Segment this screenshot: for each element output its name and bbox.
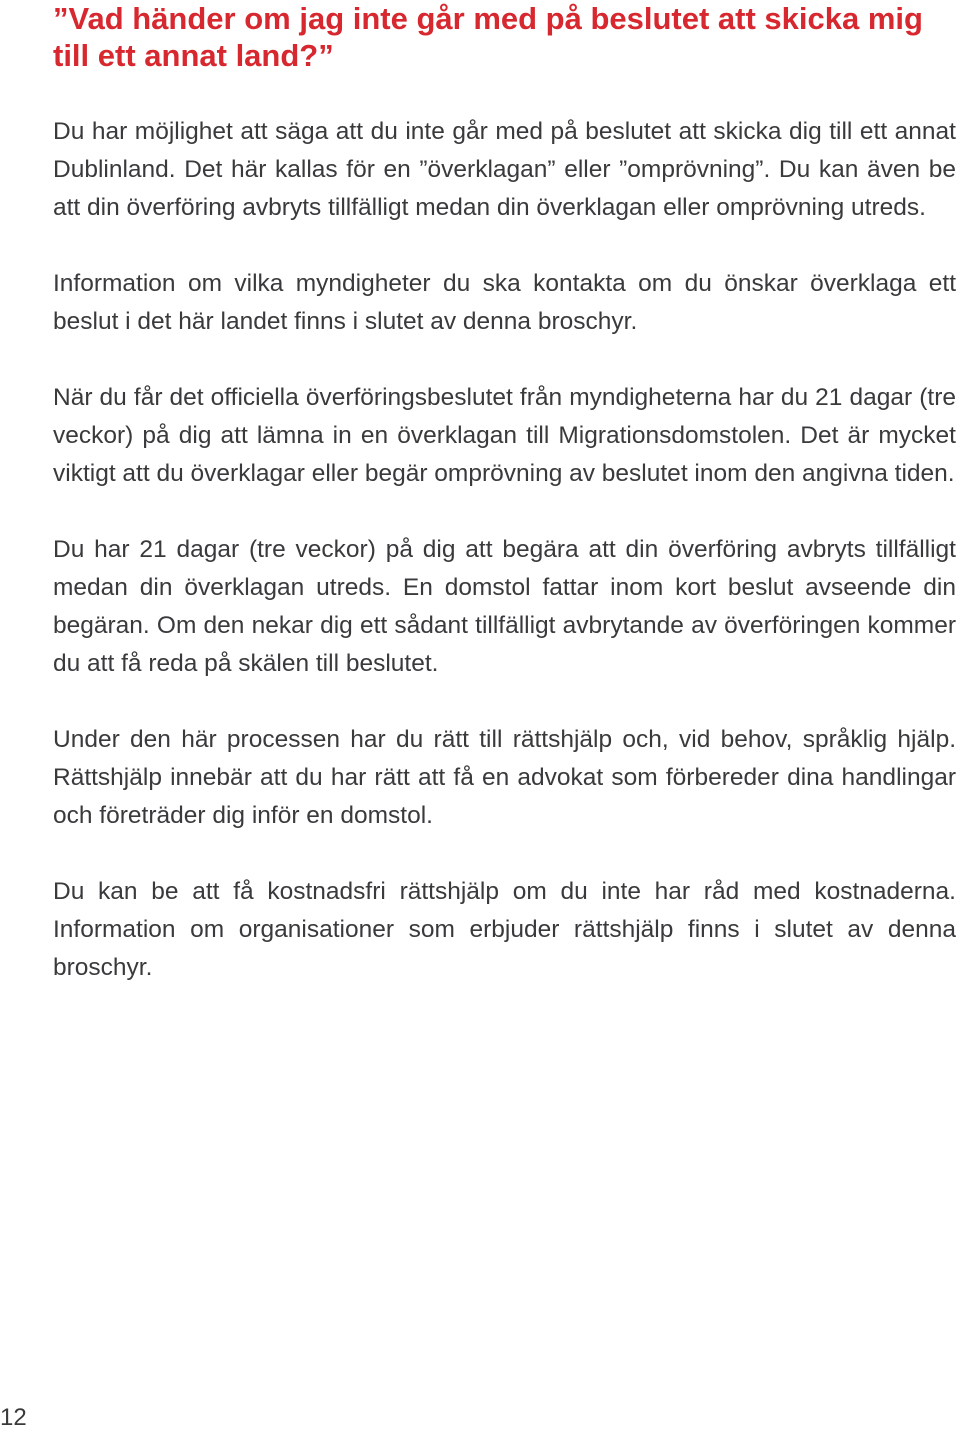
paragraph-appeal-deadline: När du får det officiella överföringsbeslutet från myndigheterna har du 21 dagar (tre veckor) på dig att lämna in en överklagan till Migrationsdomstolen. Det är mycket viktigt att du överklagar eller begär omprövning av beslutet inom den angivna tiden.: [53, 384, 956, 487]
page-number: 12: [0, 1404, 27, 1431]
paragraph-appeal-right: Du har möjlighet att säga att du inte går med på beslutet att skicka dig till ett annat Dublinland. Det här kallas för en ”överklagan” eller ”omprövning”. Du kan även be att din överföring avbryts tillfälligt medan din överklagan eller omprövning utreds.: [53, 118, 956, 221]
paragraph-suspension-request: Du har 21 dagar (tre veckor) på dig att begära att din överföring avbryts tillfälligt medan din överklagan utreds. En domstol fattar inom kort beslut avseende din begäran. Om den nekar dig ett sådant tillfälligt avbrytande av överföringen kommer du att få reda på skälen till beslutet.: [53, 536, 956, 677]
paragraph-authorities-info: Information om vilka myndigheter du ska kontakta om du önskar överklaga ett beslut i det här landet finns i slutet av denna broschyr.: [53, 270, 956, 335]
paragraph-free-legal-aid: Du kan be att få kostnadsfri rättshjälp om du inte har råd med kostnaderna. Information om organisationer som erbjuder rättshjälp finns i slutet av denna broschyr.: [53, 878, 956, 981]
section-heading: ”Vad händer om jag inte går med på beslutet att skicka mig till ett annat land?”: [53, 1, 923, 73]
body-text: [53, 113, 956, 1025]
paragraph-legal-aid: Under den här processen har du rätt till rättshjälp och, vid behov, språklig hjälp. Rättshjälp innebär att du har rätt att få en advokat som förbereder dina handlingar och företräder dig inför en domstol.: [53, 726, 956, 829]
